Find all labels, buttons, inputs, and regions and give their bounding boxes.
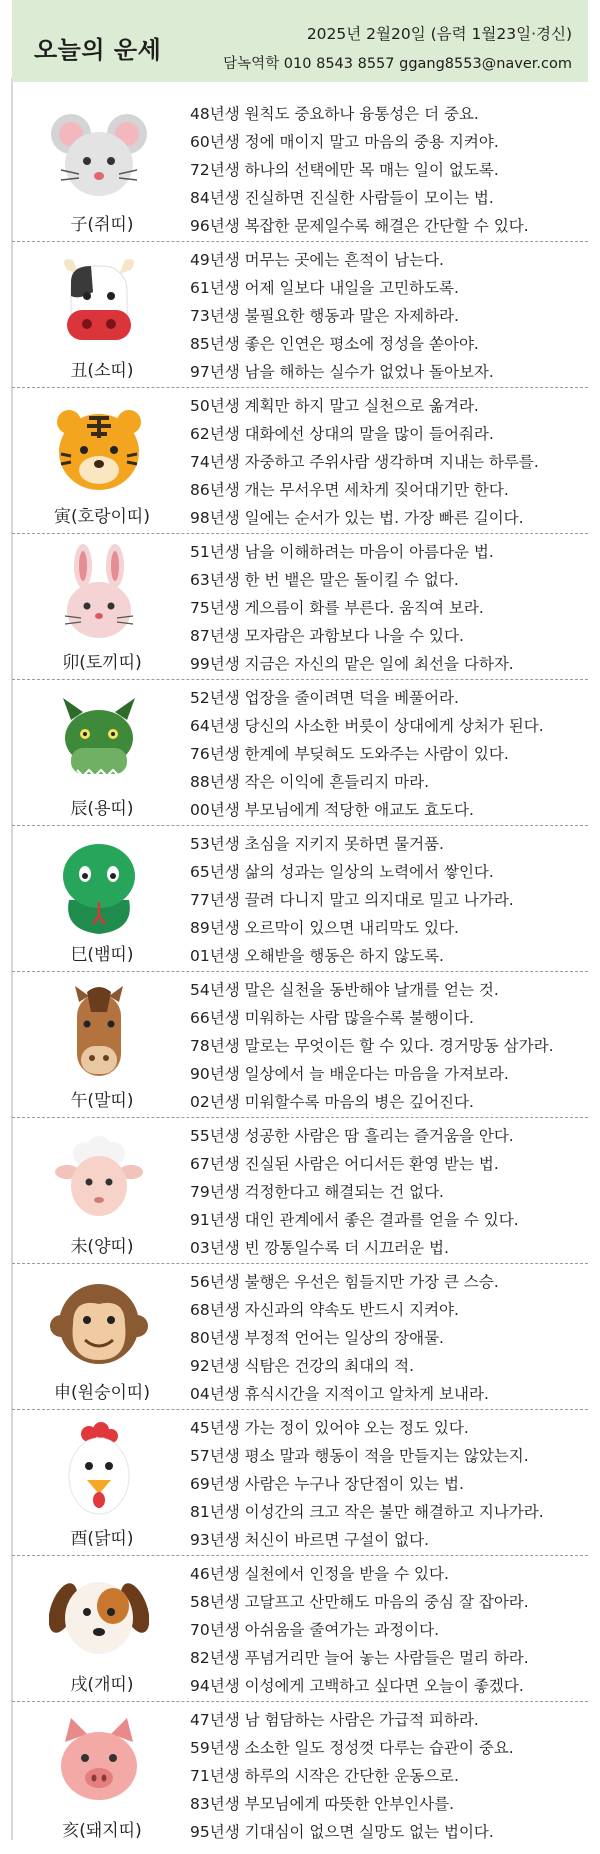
- fortune-line: 80년생 부정적 언어는 일상의 장애물.: [190, 1329, 444, 1347]
- contact-line: 담녹역학 010 8543 8557 ggang8553@naver.com: [223, 56, 572, 72]
- fortune-lines: [190, 1268, 588, 1408]
- fortune-line: 03년생 빈 깡통일수록 더 시끄러운 법.: [190, 1239, 449, 1257]
- fortune-line: 61년생 어제 일보다 내일을 고민하도록.: [190, 279, 459, 297]
- fortune-line: 82년생 푸념거리만 늘어 놓는 사람들은 멀리 하라.: [190, 1649, 529, 1667]
- animal-label: 丑(소띠): [70, 361, 134, 381]
- fortune-line: 04년생 휴식시간을 지적이고 알차게 보내라.: [190, 1385, 489, 1403]
- fortune-line: 58년생 고달프고 산만해도 마음의 중심 잘 잡아라.: [190, 1593, 529, 1611]
- fortune-line: 70년생 아쉬움을 줄여가는 과정이다.: [190, 1621, 440, 1639]
- rooster-icon: [49, 1420, 149, 1520]
- fortune-line: 87년생 모자람은 과함보다 나을 수 있다.: [190, 627, 464, 645]
- zodiac-row: [12, 1409, 588, 1555]
- fortune-line: 47년생 남 험담하는 사람은 가급적 피하라.: [190, 1711, 479, 1729]
- fortune-line: 62년생 대화에선 상대의 말을 많이 들어줘라.: [190, 425, 494, 443]
- dog-icon: [49, 1566, 149, 1666]
- fortune-line: 50년생 계획만 하지 말고 실천으로 옮겨라.: [190, 397, 479, 415]
- zodiac-row: [12, 533, 588, 679]
- fortune-lines: [190, 976, 588, 1116]
- fortune-line: 86년생 개는 무서우면 세차게 짖어대기만 한다.: [190, 481, 509, 499]
- fortune-line: 64년생 당신의 사소한 버릇이 상대에게 상처가 된다.: [190, 717, 544, 735]
- animal-label: 未(양띠): [70, 1237, 134, 1257]
- fortune-line: 91년생 대인 관계에서 좋은 결과를 얻을 수 있다.: [190, 1211, 519, 1229]
- zodiac-row: [12, 825, 588, 971]
- fortune-line: 90년생 일상에서 늘 배운다는 마음을 가져보라.: [190, 1065, 509, 1083]
- zodiac-row: [12, 1263, 588, 1409]
- fortune-lines: [190, 1560, 588, 1700]
- fortune-line: 99년생 지금은 자신의 맡은 일에 최선을 다하자.: [190, 655, 514, 673]
- zodiac-row: [12, 971, 588, 1117]
- fortune-line: 76년생 한계에 부딪혀도 도와주는 사람이 있다.: [190, 745, 509, 763]
- fortune-line: 94년생 이성에게 고백하고 싶다면 오늘이 좋겠다.: [190, 1677, 524, 1695]
- animal-label: 申(원숭이띠): [54, 1383, 150, 1403]
- fortune-line: 77년생 끌려 다니지 말고 의지대로 밀고 나가라.: [190, 891, 514, 909]
- fortune-line: 72년생 하나의 선택에만 목 매는 일이 없도록.: [190, 161, 499, 179]
- zodiac-list: [12, 96, 588, 1847]
- fortune-lines: [190, 1122, 588, 1262]
- fortune-line: 97년생 남을 해하는 실수가 없었나 돌아보자.: [190, 363, 494, 381]
- zodiac-row: [12, 1117, 588, 1263]
- animal-label: 寅(호랑이띠): [54, 507, 150, 527]
- fortune-line: 92년생 식탐은 건강의 최대의 적.: [190, 1357, 415, 1375]
- tiger-icon: [49, 398, 149, 498]
- animal-label: 巳(뱀띠): [70, 945, 134, 965]
- fortune-line: 69년생 사람은 누구나 장단점이 있는 법.: [190, 1475, 464, 1493]
- fortune-lines: [190, 246, 588, 386]
- fortune-line: 79년생 걱정한다고 해결되는 건 없다.: [190, 1183, 444, 1201]
- fortune-line: 71년생 하루의 시작은 간단한 운동으로.: [190, 1767, 459, 1785]
- fortune-line: 56년생 불행은 우선은 힘들지만 가장 큰 스승.: [190, 1273, 499, 1291]
- fortune-lines: [190, 1414, 588, 1554]
- fortune-lines: [190, 100, 588, 240]
- rabbit-icon: [49, 544, 149, 644]
- fortune-line: 01년생 오해받을 행동은 하지 않도록.: [190, 947, 444, 965]
- animal-label: 戌(개띠): [70, 1675, 134, 1695]
- dragon-icon: [49, 690, 149, 790]
- fortune-line: 51년생 남을 이해하려는 마음이 아름다운 법.: [190, 543, 494, 561]
- fortune-line: 89년생 오르막이 있으면 내리막도 있다.: [190, 919, 459, 937]
- animal-label: 亥(돼지띠): [62, 1821, 142, 1841]
- fortune-lines: [190, 1706, 588, 1846]
- fortune-line: 65년생 삶의 성과는 일상의 노력에서 쌓인다.: [190, 863, 494, 881]
- header-banner: [12, 0, 588, 82]
- fortune-line: 00년생 부모님에게 적당한 애교도 효도다.: [190, 801, 474, 819]
- fortune-line: 48년생 원칙도 중요하나 융통성은 더 중요.: [190, 105, 479, 123]
- fortune-line: 93년생 처신이 바르면 구설이 없다.: [190, 1531, 430, 1549]
- animal-label: 午(말띠): [70, 1091, 134, 1111]
- animal-label: 卯(토끼띠): [62, 653, 142, 673]
- fortune-line: 63년생 한 번 뱉은 말은 돌이킬 수 없다.: [190, 571, 459, 589]
- fortune-line: 98년생 일에는 순서가 있는 법. 가장 빠른 길이다.: [190, 509, 524, 527]
- fortune-line: 66년생 미워하는 사람 많을수록 불행이다.: [190, 1009, 474, 1027]
- rat-icon: [49, 106, 149, 206]
- zodiac-row: [12, 1555, 588, 1701]
- fortune-line: 84년생 진실하면 진실한 사람들이 모이는 법.: [190, 189, 494, 207]
- zodiac-row: [12, 679, 588, 825]
- animal-label: 子(쥐띠): [70, 215, 134, 235]
- fortune-lines: [190, 684, 588, 824]
- fortune-line: 54년생 말은 실천을 동반해야 날개를 얻는 것.: [190, 981, 499, 999]
- date-line: 2025년 2월20일 (음력 1월23일·경신): [306, 25, 572, 43]
- fortune-lines: [190, 538, 588, 678]
- zodiac-row: [12, 1701, 588, 1847]
- zodiac-row: [12, 387, 588, 533]
- fortune-line: 95년생 기대심이 없으면 실망도 없는 법이다.: [190, 1823, 494, 1841]
- fortune-line: 74년생 자중하고 주위사람 생각하며 지내는 하루를.: [190, 453, 539, 471]
- zodiac-row: [12, 96, 588, 241]
- fortune-line: 67년생 진실된 사람은 어디서든 환영 받는 법.: [190, 1155, 499, 1173]
- horse-icon: [49, 982, 149, 1082]
- monkey-icon: [49, 1274, 149, 1374]
- fortune-line: 60년생 정에 매이지 말고 마음의 중용 지켜야.: [190, 133, 499, 151]
- pig-icon: [49, 1712, 149, 1812]
- fortune-line: 81년생 이성간의 크고 작은 불만 해결하고 지나가라.: [190, 1503, 544, 1521]
- page-title: 오늘의 운세: [34, 36, 162, 64]
- fortune-line: 96년생 복잡한 문제일수록 해결은 간단할 수 있다.: [190, 217, 529, 235]
- fortune-line: 45년생 가는 정이 있어야 오는 정도 있다.: [190, 1419, 469, 1437]
- fortune-line: 85년생 좋은 인연은 평소에 정성을 쏟아야.: [190, 335, 479, 353]
- snake-icon: [49, 836, 149, 936]
- fortune-line: 88년생 작은 이익에 흔들리지 마라.: [190, 773, 430, 791]
- fortune-line: 68년생 자신과의 약속도 반드시 지켜야.: [190, 1301, 459, 1319]
- fortune-lines: [190, 830, 588, 970]
- fortune-line: 46년생 실천에서 인정을 받을 수 있다.: [190, 1565, 449, 1583]
- fortune-line: 49년생 머무는 곳에는 흔적이 남는다.: [190, 251, 444, 269]
- fortune-line: 55년생 성공한 사람은 땀 흘리는 즐거움을 안다.: [190, 1127, 514, 1145]
- sheep-icon: [49, 1128, 149, 1228]
- fortune-line: 02년생 미워할수록 마음의 병은 깊어진다.: [190, 1093, 474, 1111]
- fortune-line: 57년생 평소 말과 행동이 적을 만들지는 않았는지.: [190, 1447, 529, 1465]
- fortune-line: 53년생 초심을 지키지 못하면 물거품.: [190, 835, 444, 853]
- fortune-line: 52년생 업장을 줄이려면 덕을 베풀어라.: [190, 689, 459, 707]
- fortune-line: 75년생 게으름이 화를 부른다. 움직여 보라.: [190, 599, 484, 617]
- animal-label: 酉(닭띠): [70, 1529, 134, 1549]
- ox-icon: [49, 252, 149, 352]
- zodiac-row: [12, 241, 588, 387]
- fortune-line: 73년생 불필요한 행동과 말은 자제하라.: [190, 307, 459, 325]
- fortune-lines: [190, 392, 588, 532]
- fortune-line: 83년생 부모님에게 따뜻한 안부인사를.: [190, 1795, 455, 1813]
- fortune-line: 59년생 소소한 일도 정성껏 다루는 습관이 중요.: [190, 1739, 514, 1757]
- fortune-line: 78년생 말로는 무엇이든 할 수 있다. 경거망동 삼가라.: [190, 1037, 554, 1055]
- animal-label: 辰(용띠): [70, 799, 134, 819]
